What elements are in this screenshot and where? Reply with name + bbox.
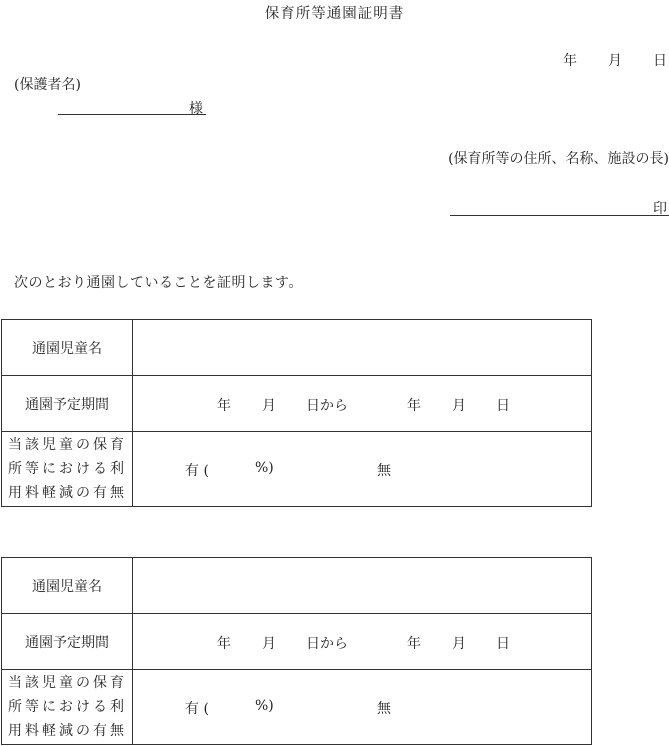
start-day-label: 日から xyxy=(306,398,348,414)
reduction-label-line-3: 用料軽減の有無 xyxy=(8,723,126,739)
certificate-table-1 xyxy=(1,319,592,507)
reduction-label-line-2: 所等における利 xyxy=(8,461,126,477)
reduction-label xyxy=(2,670,133,745)
end-day-label: 日 xyxy=(496,636,510,652)
seal-mark: 印 xyxy=(653,201,667,217)
certification-statement: 次のとおり通園していることを証明します。 xyxy=(14,275,303,291)
reduction-yes-option[interactable]: 有 ( xyxy=(185,701,209,717)
document-title: 保育所等通園証明書 xyxy=(264,6,405,22)
issue-date xyxy=(563,50,667,70)
start-year-label: 年 xyxy=(217,636,231,652)
table-row xyxy=(2,670,592,745)
start-day-label: 日から xyxy=(306,636,348,652)
reduction-no-option[interactable]: 無 xyxy=(377,463,391,479)
reduction-label-line-1: 当該児童の保育 xyxy=(8,437,126,453)
end-year-label: 年 xyxy=(407,636,421,652)
date-month-label: 月 xyxy=(608,53,622,69)
child-name-field[interactable] xyxy=(133,558,592,614)
reduction-label xyxy=(2,432,133,507)
start-month-label: 月 xyxy=(262,636,276,652)
end-day-label: 日 xyxy=(496,398,510,414)
end-month-label: 月 xyxy=(452,636,466,652)
facility-info-label: (保育所等の住所、名称、施設の長) xyxy=(448,151,669,167)
date-day-label: 日 xyxy=(653,53,667,69)
facility-signature-line xyxy=(450,215,669,216)
reduction-field[interactable] xyxy=(133,432,592,507)
reduction-label-line-2: 所等における利 xyxy=(8,699,126,715)
guardian-name-label: (保護者名) xyxy=(14,77,81,93)
reduction-label-line-3: 用料軽減の有無 xyxy=(8,485,126,501)
certificate-table-2 xyxy=(1,557,592,745)
end-month-label: 月 xyxy=(452,398,466,414)
period-field[interactable] xyxy=(133,376,592,432)
period-label: 通園予定期間 xyxy=(2,614,133,670)
guardian-name-line xyxy=(58,114,206,115)
table-row xyxy=(2,320,592,376)
reduction-no-option[interactable]: 無 xyxy=(377,701,391,717)
period-field[interactable] xyxy=(133,614,592,670)
start-year-label: 年 xyxy=(217,398,231,414)
table-row xyxy=(2,376,592,432)
reduction-field[interactable] xyxy=(133,670,592,745)
end-year-label: 年 xyxy=(407,398,421,414)
child-name-field[interactable] xyxy=(133,320,592,376)
reduction-label-line-1: 当該児童の保育 xyxy=(8,675,126,691)
table-row xyxy=(2,614,592,670)
period-label: 通園予定期間 xyxy=(2,376,133,432)
honorific-sama: 様 xyxy=(189,101,203,117)
reduction-percent-label: %) xyxy=(255,460,274,476)
date-year-label: 年 xyxy=(563,53,577,69)
table-row xyxy=(2,432,592,507)
table-row xyxy=(2,558,592,614)
start-month-label: 月 xyxy=(262,398,276,414)
reduction-percent-label: %) xyxy=(255,698,274,714)
child-name-label: 通園児童名 xyxy=(2,558,133,614)
child-name-label: 通園児童名 xyxy=(2,320,133,376)
reduction-yes-option[interactable]: 有 ( xyxy=(185,463,209,479)
